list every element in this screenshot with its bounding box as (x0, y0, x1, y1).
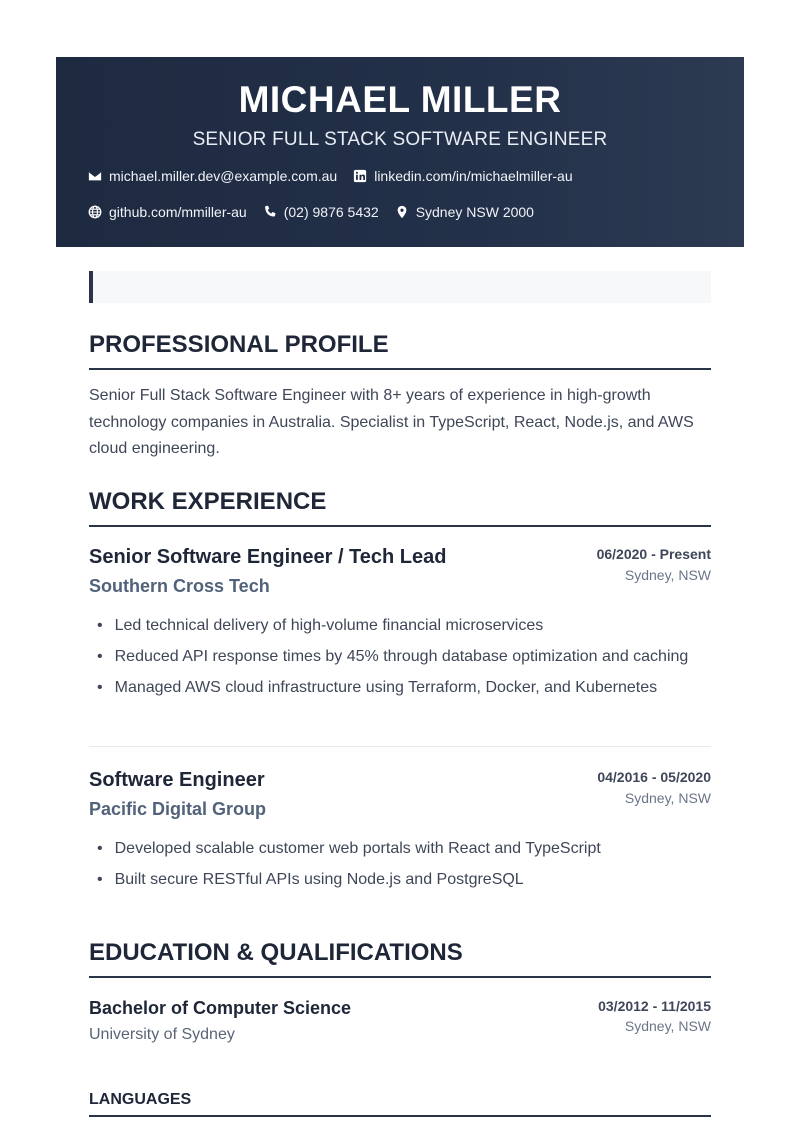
section-heading-profile: PROFESSIONAL PROFILE (89, 331, 711, 370)
linkedin-text: linkedin.com/in/michaelmiller-au (374, 168, 573, 184)
job-divider (89, 746, 711, 747)
contact-row-2 (88, 204, 550, 220)
location-text: Sydney NSW 2000 (415, 204, 534, 220)
job-title: Software Engineer (89, 769, 265, 791)
envelope-icon (88, 169, 102, 183)
github-text: github.com/mmiller-au (109, 204, 247, 220)
contact-location (395, 204, 534, 220)
candidate-title: SENIOR FULL STACK SOFTWARE ENGINEER (192, 129, 608, 150)
education-dates: 03/2012 - 11/2015 (598, 998, 711, 1014)
phone-text: (02) 9876 5432 (283, 204, 379, 220)
globe-icon (88, 205, 102, 219)
empty-summary-block (89, 271, 711, 303)
list-item: • Built secure RESTful APIs using Node.js and PostgreSQL (89, 867, 711, 893)
linkedin-icon (353, 169, 367, 183)
job-location: Sydney, NSW (624, 790, 711, 806)
map-pin-icon (395, 205, 409, 219)
contact-phone[interactable] (263, 204, 379, 220)
contact-linkedin[interactable] (353, 168, 572, 184)
list-item: • Led technical delivery of high-volume financial microservices (89, 613, 711, 639)
list-item: • Managed AWS cloud infrastructure using Terraform, Docker, and Kubernetes (89, 675, 711, 701)
list-item: • Developed scalable customer web portals with React and TypeScript (89, 836, 711, 862)
contact-row-1 (88, 168, 589, 184)
contact-github[interactable] (88, 204, 247, 220)
section-heading-experience: WORK EXPERIENCE (89, 488, 711, 527)
job-company: Pacific Digital Group (89, 799, 267, 819)
phone-icon (263, 205, 277, 219)
profile-text: Senior Full Stack Software Engineer with 8+ years of experience in high-growth technology companies in Australia. Specialist in TypeScript, React, Node.js, and AWS cloud engineering. (89, 387, 694, 457)
job-bullets (89, 836, 711, 898)
resume-header (56, 57, 744, 247)
school-name: University of Sydney (89, 1026, 235, 1043)
contact-email[interactable] (88, 168, 337, 184)
section-heading-languages: LANGUAGES (89, 1091, 711, 1117)
list-item: • Reduced API response times by 45% through database optimization and caching (89, 644, 711, 670)
job-location: Sydney, NSW (624, 567, 711, 583)
degree-title: Bachelor of Computer Science (89, 998, 352, 1018)
job-dates: 06/2020 - Present (596, 546, 711, 562)
email-text: michael.miller.dev@example.com.au (109, 168, 338, 184)
job-company: Southern Cross Tech (89, 576, 270, 596)
job-title: Senior Software Engineer / Tech Lead (89, 546, 447, 568)
candidate-name: MICHAEL MILLER (238, 79, 562, 120)
education-location: Sydney, NSW (624, 1018, 711, 1034)
job-dates: 04/2016 - 05/2020 (597, 769, 711, 785)
section-heading-education: EDUCATION & QUALIFICATIONS (89, 939, 711, 978)
job-bullets (89, 613, 711, 706)
